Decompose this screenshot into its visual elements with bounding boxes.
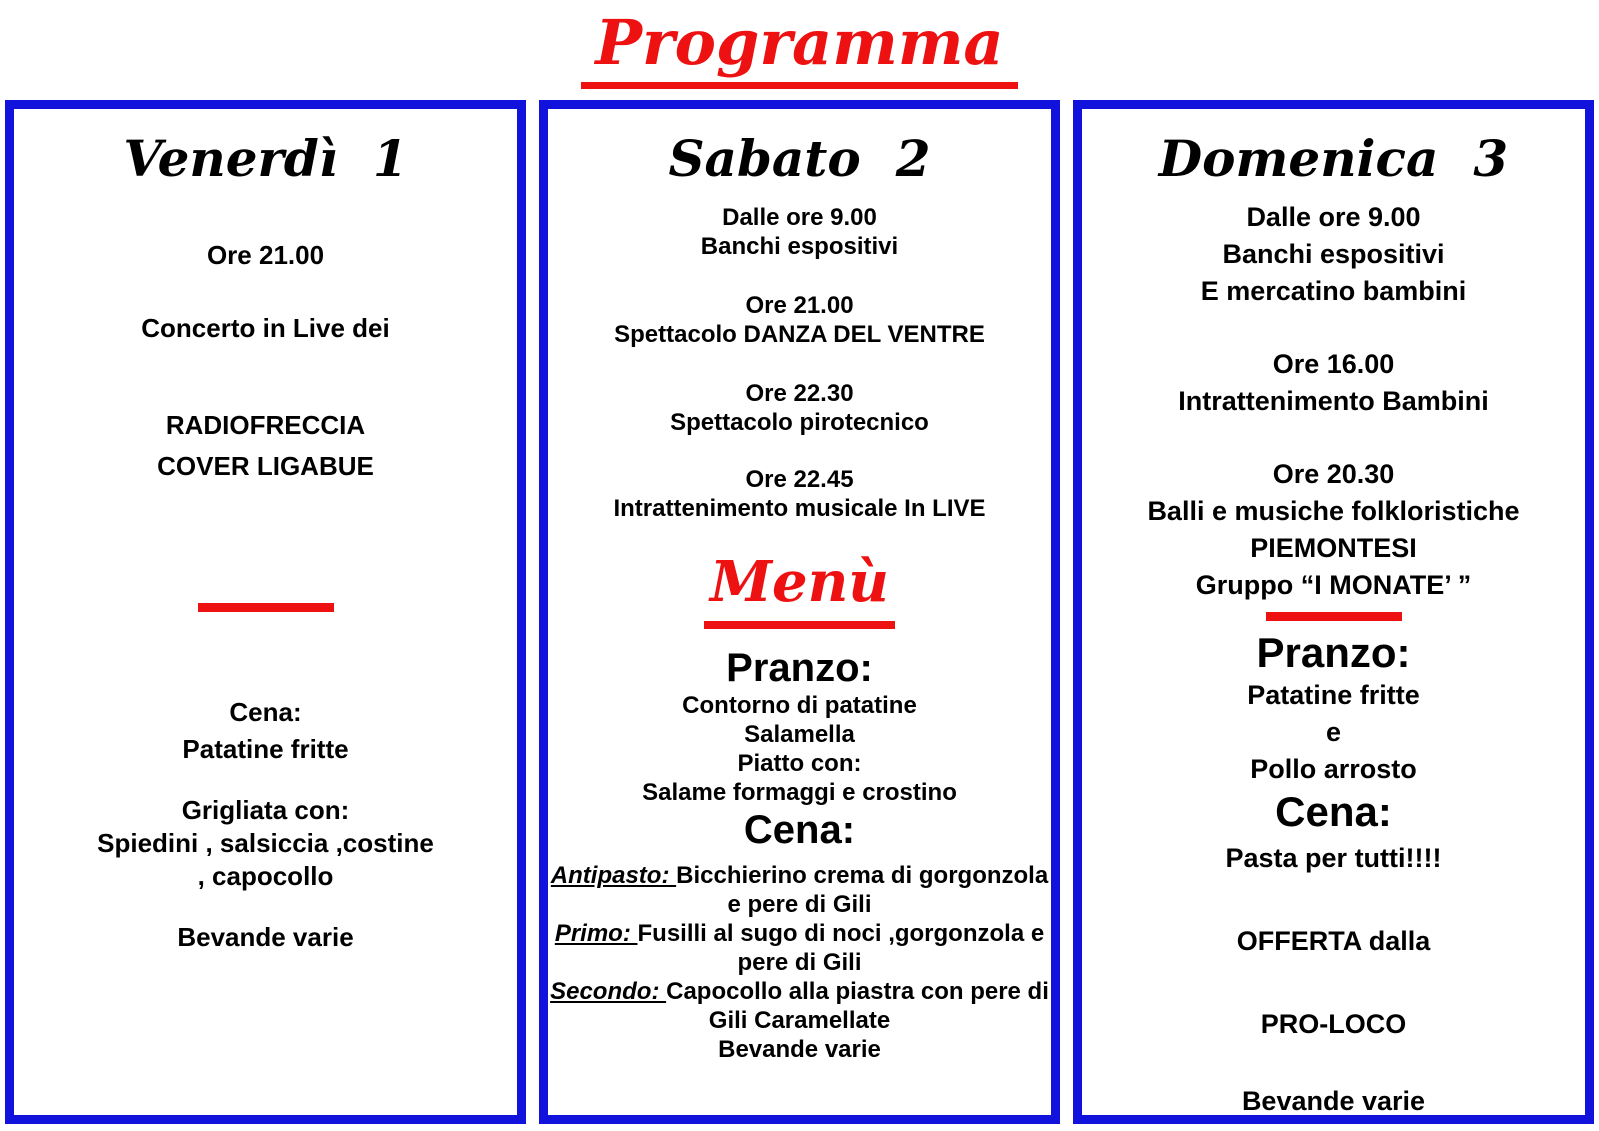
menu-item: pere di Gili — [737, 949, 862, 976]
menu-item: Bevande varie — [1241, 1086, 1426, 1116]
event-label: Banchi espositivi — [700, 233, 899, 260]
cena-heading: Cena: — [229, 697, 302, 727]
menu-item: e — [1325, 717, 1342, 747]
cena-heading: Cena: — [743, 808, 856, 852]
day-name: Domenica — [1158, 129, 1439, 188]
menu-item: Contorno di patatine — [682, 692, 917, 719]
course-label: Secondo: — [550, 978, 667, 1005]
red-divider — [1266, 612, 1402, 621]
time-label: Dalle ore 9.00 — [1246, 202, 1421, 232]
time-label: Ore 20.30 — [1272, 459, 1395, 489]
day-heading-venerdi — [14, 123, 517, 195]
pranzo-heading: Pranzo: — [726, 646, 873, 690]
course-text: Capocollo alla piastra con pere di — [666, 978, 1049, 1005]
day-number: 3 — [1473, 129, 1509, 188]
column-venerdi — [5, 100, 526, 1124]
pranzo-heading: Pranzo: — [1256, 629, 1411, 676]
page-title-wrap — [0, 0, 1599, 100]
event-label: Concerto in Live dei — [141, 313, 390, 343]
event-label: PIEMONTESI — [1250, 533, 1417, 563]
course-label: Antipasto: — [550, 862, 677, 889]
menu-item: Pollo arrosto — [1250, 754, 1417, 784]
menu-item — [548, 861, 1051, 890]
menu-item: Patatine fritte — [1247, 680, 1420, 710]
menu-item: Spiedini , salsiccia ,costine — [97, 828, 434, 858]
day-number: 2 — [895, 129, 931, 188]
time-label: Ore 16.00 — [1272, 349, 1395, 379]
event-label: Gruppo “I MONATE’ ” — [1195, 570, 1472, 600]
menu-item: Gili Caramellate — [708, 1007, 891, 1034]
band-name: RADIOFRECCIA — [165, 410, 366, 440]
day-number: 1 — [372, 129, 408, 188]
menu-item: Patatine fritte — [182, 734, 349, 764]
course-text: Bicchierino crema di gorgonzola — [676, 862, 1049, 889]
cena-heading: Cena: — [1275, 788, 1392, 835]
time-label: Ore 21.00 — [206, 240, 325, 270]
time-label: Ore 21.00 — [745, 292, 854, 319]
menu-item — [548, 977, 1051, 1006]
day-heading-domenica — [1082, 123, 1585, 195]
page-title: Programma — [581, 4, 1017, 89]
menu-item: Salamella — [744, 721, 855, 748]
event-label: Banchi espositivi — [1222, 239, 1445, 269]
program-columns — [0, 100, 1599, 1124]
offer-line: OFFERTA dalla — [1236, 926, 1431, 956]
menu-item: Bevande varie — [718, 1036, 881, 1063]
menu-item: Salame formaggi e crostino — [642, 779, 957, 806]
menu-item — [548, 919, 1051, 948]
course-label: Primo: — [554, 920, 638, 947]
event-label: Intrattenimento Bambini — [1178, 386, 1489, 416]
offer-line: PRO-LOCO — [1260, 1009, 1407, 1039]
menu-heading: Menù — [704, 545, 895, 629]
menu-item: Grigliata con: — [181, 795, 350, 825]
time-label: Ore 22.30 — [745, 380, 854, 407]
event-label: Spettacolo DANZA DEL VENTRE — [614, 321, 985, 348]
day-name: Sabato — [668, 129, 861, 188]
time-label: Dalle ore 9.00 — [722, 204, 877, 231]
menu-item: , capocollo — [197, 861, 334, 891]
event-label: Spettacolo pirotecnico — [670, 409, 929, 436]
red-divider — [198, 603, 334, 612]
menu-item: Piatto con: — [737, 750, 862, 777]
column-domenica — [1073, 100, 1594, 1124]
column-sabato — [539, 100, 1060, 1124]
event-label: E mercatino bambini — [1200, 276, 1467, 306]
event-label: Balli e musiche folkloristiche — [1147, 496, 1520, 526]
menu-heading-wrap — [548, 523, 1051, 629]
course-text: Fusilli al sugo di noci ,gorgonzola e — [637, 920, 1045, 947]
event-label: Intrattenimento musicale In LIVE — [613, 495, 986, 522]
time-label: Ore 22.45 — [745, 466, 854, 493]
band-subtitle: COVER LIGABUE — [157, 451, 374, 481]
menu-item: Bevande varie — [177, 922, 354, 952]
day-name: Venerdì — [123, 129, 338, 188]
menu-item: Pasta per tutti!!!! — [1225, 843, 1442, 873]
menu-item: e pere di Gili — [727, 891, 872, 918]
day-heading-sabato — [548, 123, 1051, 195]
